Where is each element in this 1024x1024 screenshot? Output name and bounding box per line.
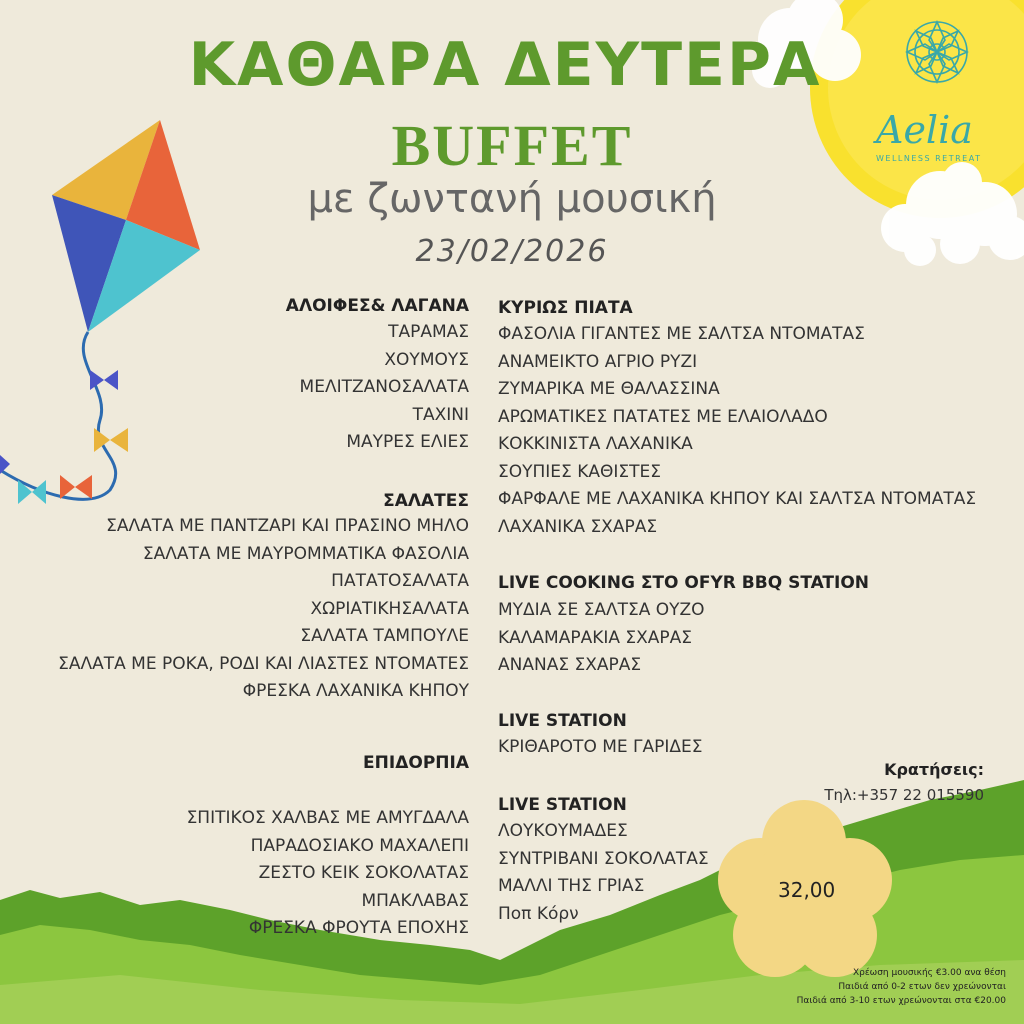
list-item: ΜΑΛΛΙ ΤΗΣ ΓΡΙΑΣ	[498, 876, 645, 896]
list-item: ΛΟΥΚΟΥΜΑΔΕΣ	[498, 821, 628, 841]
list-item: ΜΑΥΡΕΣ ΕΛΙΕΣ	[346, 432, 469, 452]
list-item: ΣΑΛΑΤΑ ΜΕ ΠΑΝΤΖΑΡΙ ΚΑΙ ΠΡΑΣΙΝΟ ΜΗΛΟ	[106, 516, 469, 536]
list-item: ΦΑΣΟΛΙΑ ΓΙΓΑΝΤΕΣ ΜΕ ΣΑΛΤΣΑ ΝΤΟΜΑΤΑΣ	[498, 324, 865, 344]
list-item: Ποπ Κόρν	[498, 903, 579, 924]
list-item: ΣΑΛΑΤΑ ΤΑΜΠΟΥΛΕ	[300, 626, 469, 646]
list-item: ΧΩΡΙΑΤΙΚΗΣΑΛΑΤΑ	[310, 598, 469, 619]
subtitle: με ζωντανή μουσική	[307, 176, 717, 222]
list-item: ΤΑΡΑΜΑΣ	[388, 322, 469, 342]
section-heading-live-station-2: LIVE STATION	[498, 795, 627, 815]
list-live-cooking	[498, 597, 705, 680]
price-label: 32,00	[778, 878, 836, 902]
list-live-station-2	[498, 818, 709, 928]
list-item: ΧΟΥΜΟΥΣ	[384, 349, 469, 370]
list-item: ΦΑΡΦΑΛΕ ΜΕ ΛΑΧΑΝΙΚΑ ΚΗΠΟΥ ΚΑΙ ΣΑΛΤΣΑ ΝΤΟΜΑΤΑΣ	[498, 489, 977, 509]
list-item: ΜΕΛΙΤΖΑΝΟΣΑΛΑΤΑ	[299, 377, 469, 397]
list-item: ΑΝΑΝΑΣ ΣΧΑΡΑΣ	[498, 655, 642, 675]
section-heading-live-cooking: LIVE COOKING ΣΤΟ OFYR BBQ STATION	[498, 573, 870, 593]
page-title: ΚΑΘΑΡΑ ΔΕΥΤΕΡΑ	[188, 30, 822, 100]
section-heading-salates: ΣΑΛΑΤΕΣ	[383, 491, 469, 511]
section-heading-epidorpia: ΕΠΙΔΟΡΠΙΑ	[363, 753, 469, 773]
list-item: ΚΡΙΘΑΡΟΤΟ ΜΕ ΓΑΡΙΔΕΣ	[498, 737, 703, 757]
list-item: ΣΑΛΑΤΑ ΜΕ ΜΑΥΡΟΜΜΑΤΙΚΑ ΦΑΣΟΛΙΑ	[142, 543, 469, 564]
section-heading-aloifes: ΑΛΟΙΦΕΣ& ΛΑΓΑΝΑ	[285, 296, 469, 316]
list-item: ΖΕΣΤΟ ΚΕΙΚ ΣΟΚΟΛΑΤΑΣ	[258, 863, 469, 883]
list-item: ΣΑΛΑΤΑ ΜΕ ΡΟΚΑ, ΡΟΔΙ ΚΑΙ ΛΙΑΣΤΕΣ ΝΤΟΜΑΤΕΣ	[58, 653, 469, 674]
list-item: ΜΥΔΙΑ ΣΕ ΣΑΛΤΣΑ ΟΥΖΟ	[498, 600, 705, 620]
list-item: ΛΑΧΑΝΙΚΑ ΣΧΑΡΑΣ	[498, 516, 658, 537]
list-epidorpia	[187, 805, 469, 943]
buffet-heading: BUFFET	[391, 113, 633, 178]
list-kyrios	[498, 321, 976, 541]
note-music-charge: Χρέωση μουσικής €3.00 ανα θέση	[852, 968, 1006, 978]
list-item: ΚΟΚΚΙΝΙΣΤΑ ΛΑΧΑΝΙΚΑ	[498, 434, 693, 454]
note-children-free: Παιδιά από 0-2 ετων δεν χρεώνονται	[838, 982, 1006, 992]
list-item: ΠΑΡΑΔΟΣΙΑΚΟ ΜΑΧΑΛΕΠΙ	[250, 835, 469, 856]
logo-wordmark: Aelia	[876, 108, 973, 152]
list-item: ΣΟΥΠΙΕΣ ΚΑΘΙΣΤΕΣ	[498, 461, 661, 482]
list-item: ΤΑΧΙΝΙ	[412, 404, 469, 425]
list-item: ΚΑΛΑΜΑΡΑΚΙΑ ΣΧΑΡΑΣ	[498, 627, 693, 648]
list-item: ΦΡΕΣΚΑ ΦΡΟΥΤΑ ΕΠΟΧΗΣ	[248, 918, 469, 938]
list-item: ΜΠΑΚΛΑΒΑΣ	[361, 890, 469, 911]
reservations-phone: Τηλ:+357 22 015590	[824, 786, 984, 804]
logo-tagline: WELLNESS RETREAT	[876, 154, 982, 163]
list-item: ΦΡΕΣΚΑ ΛΑΧΑΝΙΚΑ ΚΗΠΟΥ	[242, 681, 469, 701]
list-item: ΣΥΝΤΡΙΒΑΝΙ ΣΟΚΟΛΑΤΑΣ	[498, 848, 709, 869]
note-children-charge: Παιδιά από 3-10 ετων χρεώνονται στα €20.00	[796, 996, 1006, 1006]
list-item: ΣΠΙΤΙΚΟΣ ΧΑΛΒΑΣ ΜΕ ΑΜΥΓΔΑΛΑ	[186, 808, 469, 828]
list-item: ΑΡΩΜΑΤΙΚΕΣ ΠΑΤΑΤΕΣ ΜΕ ΕΛΑΙΟΛΑΔΟ	[498, 406, 828, 427]
reservations-heading: Κρατήσεις:	[884, 760, 984, 779]
list-aloifes	[300, 319, 469, 457]
list-item: ΠΑΤΑΤΟΣΑΛΑΤΑ	[331, 571, 469, 591]
list-salates	[58, 513, 469, 706]
section-heading-live-station: LIVE STATION	[498, 711, 627, 731]
list-live-station	[498, 734, 703, 762]
list-item: ΖΥΜΑΡΙΚΑ ΜΕ ΘΑΛΑΣΣΙΝΑ	[498, 379, 720, 399]
section-heading-kyrios: ΚΥΡΙΩΣ ΠΙΑΤΑ	[498, 298, 633, 318]
list-item: ΑΝΑΜΕΙΚΤΟ ΑΓΡΙΟ ΡΥΖΙ	[498, 351, 698, 372]
event-date: 23/02/2026	[415, 234, 609, 269]
